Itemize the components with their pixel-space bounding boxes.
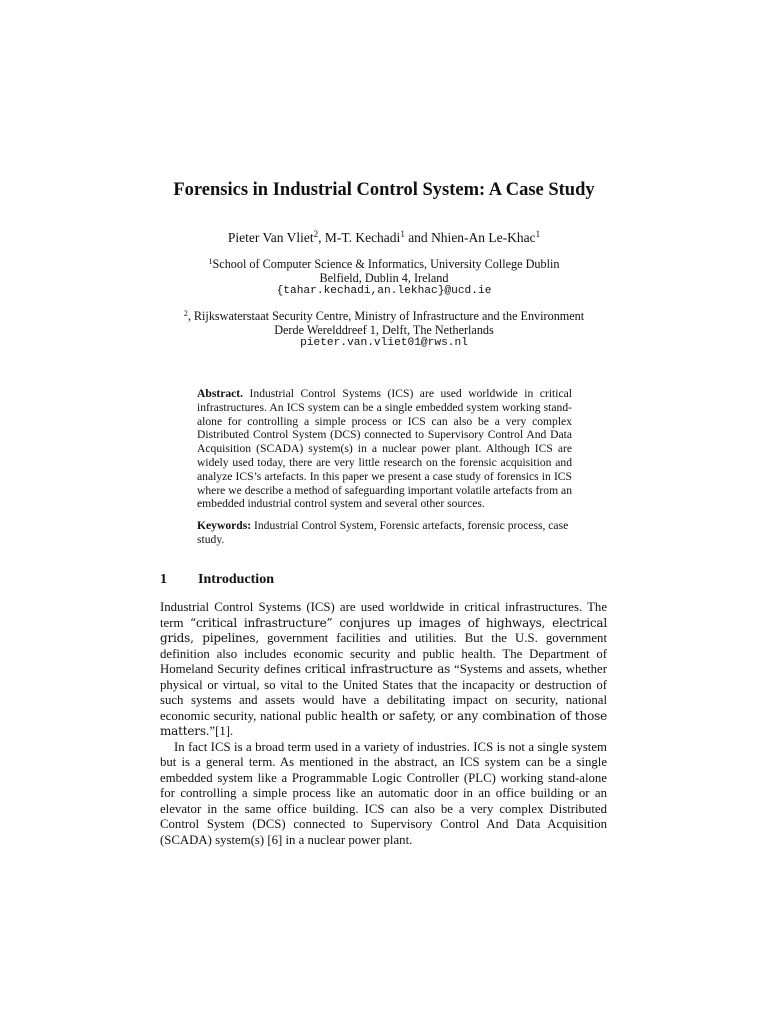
section-number: 1 xyxy=(160,572,167,587)
paper-title: Forensics in Industrial Control System: A Case Study xyxy=(173,180,595,200)
quoted-text: critical infrastructure as xyxy=(304,662,451,676)
author-separator: , xyxy=(318,230,325,245)
affiliation-ucd xyxy=(0,258,768,299)
affiliation-text: School of Computer Science & Informatics, University College Dublin xyxy=(212,257,560,271)
paragraph-text: “Systems and assets, whether physical or virtual, so vital to the United States that the incapacity or destruction of such systems and assets would have a debilitating impact on security, national economic security, national public xyxy=(160,662,607,723)
affiliation-marker: 1 xyxy=(535,229,541,239)
affiliation-address: Belfield, Dublin 4, Ireland xyxy=(319,270,449,285)
author-name: M-T. Kechadi xyxy=(324,230,401,245)
affiliation-line xyxy=(0,258,768,272)
paragraph: In fact ICS is a broad term used in a variety of industries. ICS is not a single system but is a general term. As mentioned in the abstract, an ICS system can be a single embedded system like a Programmable Logic Controller (PLC) working stand-alone for controlling a simple process like an automatic door in an office building or an elevator in the same office building. ICS can also be a very complex Distributed Control System (DCS) connected to Supervisory Control And Data Acquisition (SCADA) system(s) [6] in a nuclear power plant. xyxy=(160,739,607,847)
affiliation-address: Derde Werelddreef 1, Delft, The Netherlands xyxy=(274,322,494,337)
affiliation-rws xyxy=(0,310,768,351)
quoted-text: “critical infrastructure” conjures up images of highways, electrical grids, pipelines, xyxy=(160,615,608,645)
affiliation-marker: 1 xyxy=(400,229,405,239)
affiliation-text: , Rijkswaterstaat Security Centre, Ministry of Infrastructure and the Environment xyxy=(187,309,585,323)
affiliation-marker: 2 xyxy=(183,309,188,318)
author-email: {tahar.kechadi,an.lekhac}@ucd.ie xyxy=(276,285,492,298)
paragraph xyxy=(160,600,607,740)
keywords-text: Industrial Control System, Forensic artefacts, forensic process, case study. xyxy=(197,519,569,546)
author-email: pieter.van.vliet01@rws.nl xyxy=(300,337,468,350)
paragraph-text: Industrial Control Systems (ICS) are used worldwide in critical infrastructures. The term xyxy=(160,600,607,630)
abstract xyxy=(197,387,572,511)
author-name: Pieter Van Vliet xyxy=(227,230,314,245)
affiliation-line xyxy=(0,310,768,324)
abstract-text: Industrial Control Systems (ICS) are used worldwide in critical infrastructures. An ICS system can be a single embedded system working stand-alone for controlling a simple process or ICS can also be a very complex Distributed Control System (DCS) connected to Supervisory Control And Data Acquisition (SCADA) system(s) in a nuclear power plant. Although ICS are widely used today, there are very little research on the forensic acquisition and analyze ICS’s artefacts. In this paper we present a case study of forensics in ICS where we describe a method of safeguarding important volatile artefacts from an embedded industrial control system and several other sources. xyxy=(197,387,572,511)
quoted-text: health or safety, or any combination of those matters. xyxy=(160,708,607,738)
author-name: Nhien-An Le-Khac xyxy=(431,230,536,245)
section-heading xyxy=(160,571,274,589)
author-list xyxy=(0,229,768,247)
author-separator: and xyxy=(404,230,432,245)
affiliation-marker: 1 xyxy=(208,257,213,266)
abstract-label: Abstract. xyxy=(197,387,244,400)
affiliation-marker: 2 xyxy=(313,229,319,239)
section-title: Introduction xyxy=(198,572,274,587)
paragraph-text: ”[1]. xyxy=(209,724,234,738)
keywords-label: Keywords: xyxy=(197,519,252,532)
keywords xyxy=(197,519,572,547)
section-body xyxy=(160,600,607,848)
paragraph-text: government facilities and utilities. But the U.S. government definition also includes economic security and public health. The Department of Homeland Security defines xyxy=(160,631,607,676)
